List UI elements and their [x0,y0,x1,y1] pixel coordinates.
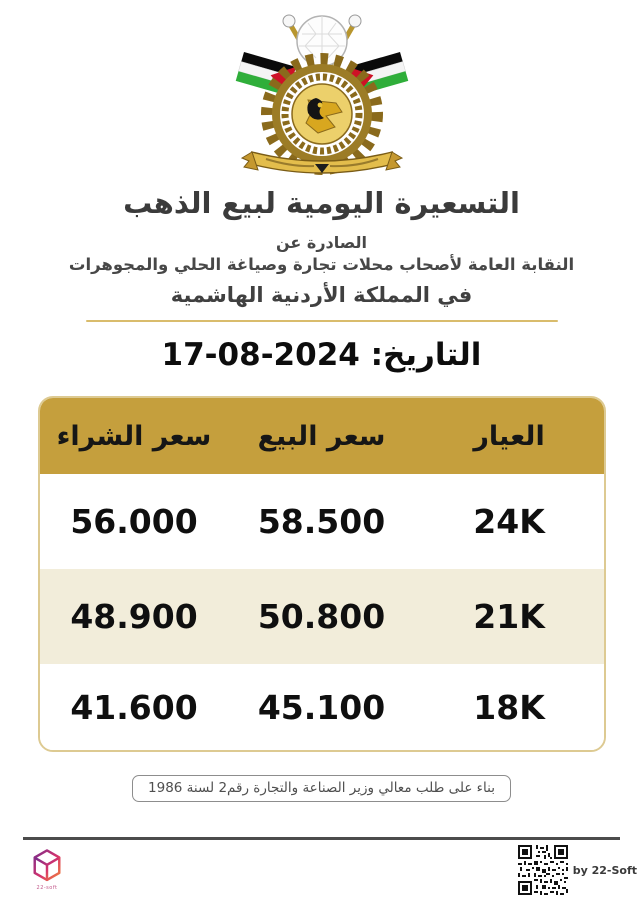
buy-price-value: 41.600 [70,687,198,727]
karat-value: 21K [473,597,545,636]
sell-price-value: 50.800 [257,597,386,636]
table-row-24k [40,474,604,569]
gold-price-table [38,396,606,752]
sell-price-value: 58.500 [257,502,386,541]
karat-value: 18K [473,687,545,727]
maker-logo [27,848,67,891]
table-row-21k [40,569,604,664]
credit-text: by 22-Soft [572,863,637,877]
column-header-sell-price: سعر البيع [257,420,386,452]
date-label: التاريخ: [370,337,482,373]
sell-price-value: 45.100 [257,687,386,727]
page-title: التسعيرة اليومية لبيع الذهب [123,186,520,220]
issued-by-line3: في المملكة الأردنية الهاشمية [170,283,473,307]
date-line [0,337,643,373]
legal-note: بناء على طلب معالي وزير الصناعة والتجارة رقم2 لسنة 1986 [132,775,511,802]
issued-by-line2: النقابة العامة لأصحاب محلات تجارة وصياغة الحلي والمجوهرات [68,255,575,274]
issued-by-line1: الصادرة عن [275,233,368,252]
buy-price-value: 56.000 [70,502,198,541]
syndicate-emblem-icon [232,6,412,178]
maker-logo-caption: 22-soft [36,885,58,891]
table-row-18k [40,664,604,750]
buy-price-value: 48.900 [70,597,198,636]
column-header-buy-price: سعر الشراء [56,420,212,452]
qr-code-icon [518,845,568,895]
cube-logo-icon [30,848,64,884]
table-header-row [40,398,604,474]
column-header-karat: العيار [473,420,545,452]
bottom-divider [23,837,620,840]
gold-divider [86,320,558,322]
credit-block [518,845,637,895]
date-value: 17-08-2024 [161,337,360,373]
karat-value: 24K [473,502,545,541]
